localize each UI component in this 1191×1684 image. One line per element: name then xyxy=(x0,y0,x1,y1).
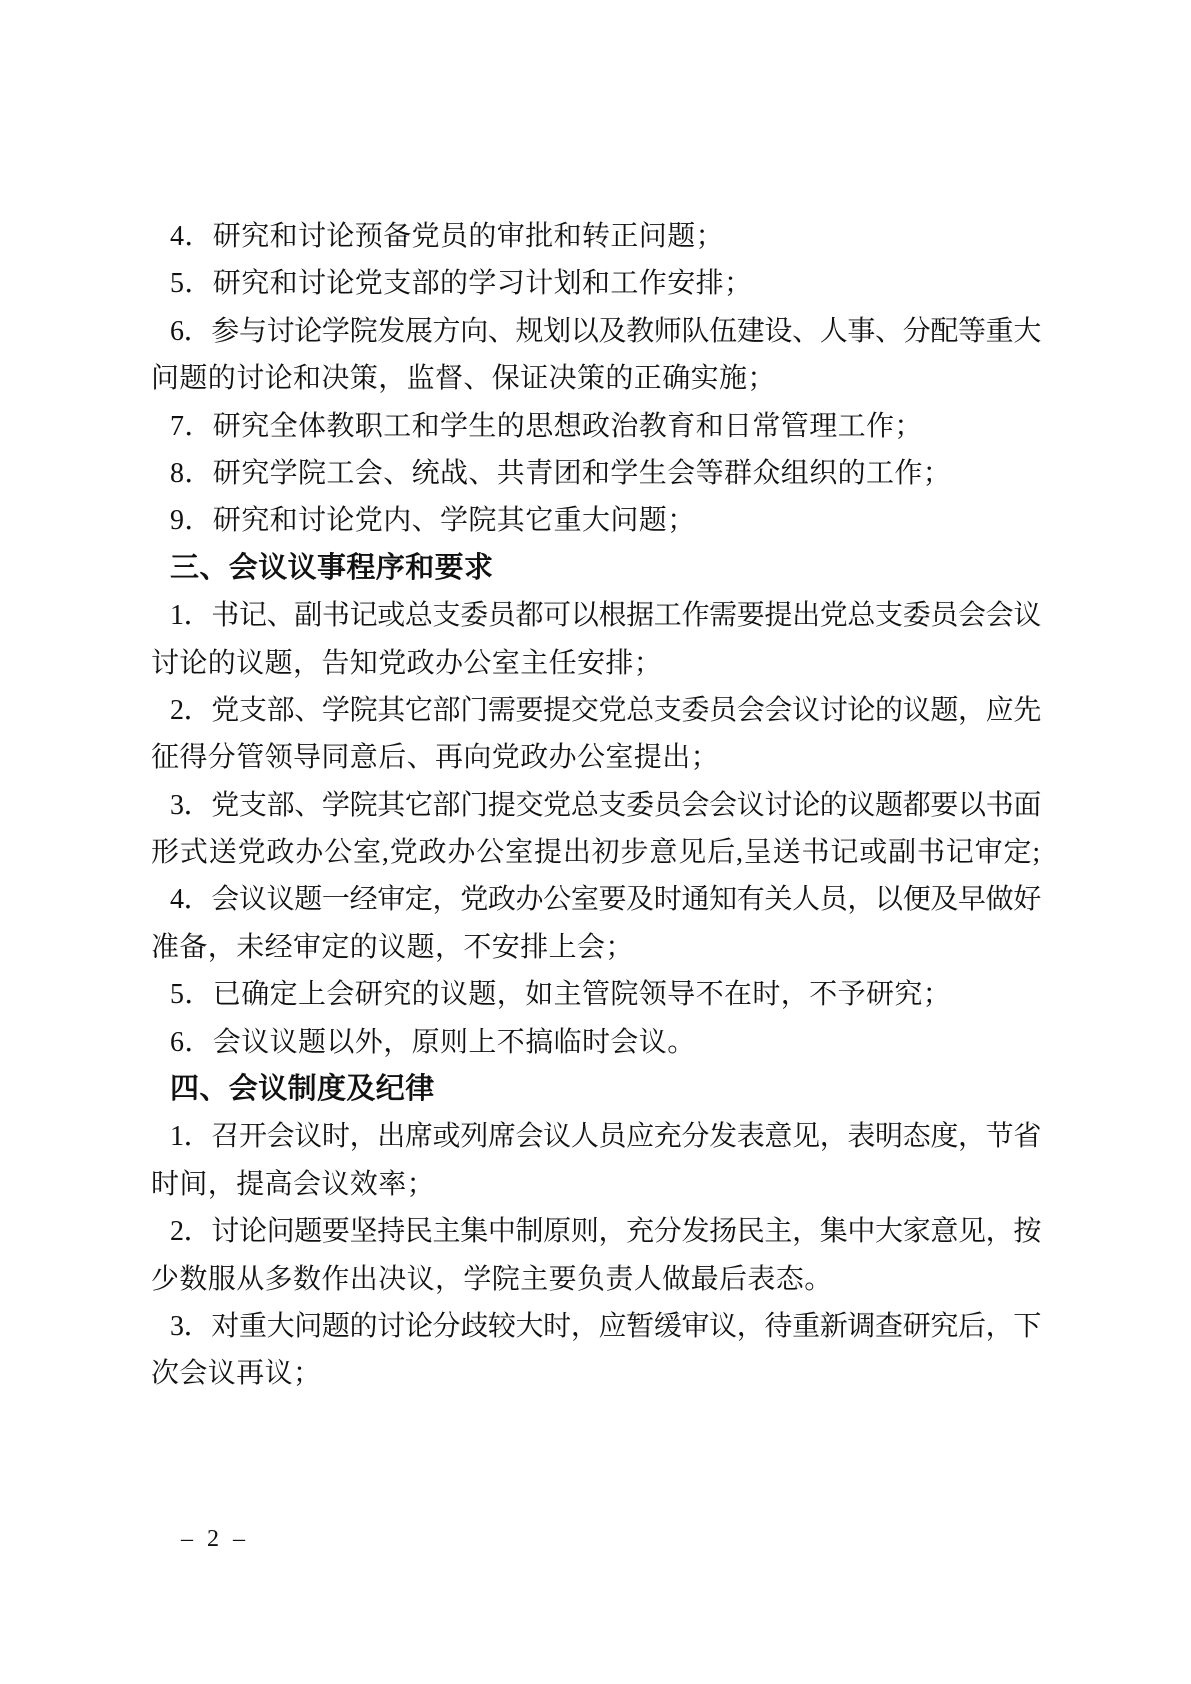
document-line xyxy=(151,1161,1041,1208)
document-line-text: 2．讨论问题要坚持民主集中制原则，充分发扬民主，集中大家意见，按 xyxy=(170,1216,1041,1248)
document-line-text: 5．已确定上会研究的议题，如主管院领导不在时，不予研究； xyxy=(170,979,952,1011)
document-line xyxy=(151,545,1041,592)
document-line-text: 问题的讨论和决策，监督、保证决策的正确实施； xyxy=(151,363,776,395)
document-line-text: 6．会议议题以外，原则上不搞临时会议。 xyxy=(170,1026,696,1058)
document-line-text: 2．党支部、学院其它部门需要提交党总支委员会会议讨论的议题，应先 xyxy=(170,694,1041,726)
document-line xyxy=(151,829,1041,876)
document-line-text: 四、会议制度及纪律 xyxy=(170,1073,435,1106)
document-line-text: 4．研究和讨论预备党员的审批和转正问题； xyxy=(170,221,725,252)
document-line xyxy=(151,971,1041,1018)
document-line-text: 时间，提高会议效率； xyxy=(151,1168,436,1200)
document-line xyxy=(151,1019,1041,1066)
document-line-text: 8．研究学院工会、统战、共青团和学生会等群众组织的工作； xyxy=(170,457,952,489)
document-line-text: 6．参与讨论学院发展方向、规划以及教师队伍建设、人事、分配等重大 xyxy=(170,315,1041,347)
document-line-text: 征得分管领导同意后、再向党政办公室提出； xyxy=(151,742,720,774)
document-line xyxy=(151,403,1041,450)
document-line-text: 形式送党政办公室,党政办公室提出初步意见后,呈送书记或副书记审定; xyxy=(151,837,1041,869)
document-line xyxy=(151,592,1041,639)
document-body xyxy=(151,213,1041,1398)
document-line xyxy=(151,876,1041,923)
document-line-text: 1．召开会议时，出席或列席会议人员应充分发表意见，表明态度，节省 xyxy=(170,1121,1041,1153)
document-line xyxy=(151,1113,1041,1160)
document-line-text: 少数服从多数作出决议，学院主要负责人做最后表态。 xyxy=(151,1263,833,1295)
document-line xyxy=(151,1208,1041,1255)
document-line xyxy=(151,213,1041,260)
document-line-text: 准备，未经审定的议题，不安排上会； xyxy=(151,931,634,963)
document-line xyxy=(151,687,1041,734)
document-line-text: 9．研究和讨论党内、学院其它重大问题； xyxy=(170,505,696,537)
document-line xyxy=(151,1066,1041,1113)
document-line xyxy=(151,782,1041,829)
document-line xyxy=(151,308,1041,355)
document-line xyxy=(151,734,1041,781)
document-line xyxy=(151,1350,1041,1397)
document-line-text: 4．会议议题一经审定，党政办公室要及时通知有关人员，以便及早做好 xyxy=(170,884,1041,916)
document-line xyxy=(151,1256,1041,1303)
page-number: – 2 – xyxy=(181,1526,245,1552)
document-line-text: 7．研究全体教职工和学生的思想政治教育和日常管理工作； xyxy=(170,410,923,442)
document-line xyxy=(151,640,1041,687)
document-line xyxy=(151,924,1041,971)
document-line-text: 三、会议议事程序和要求 xyxy=(170,551,494,584)
document-line xyxy=(151,1303,1041,1350)
document-line xyxy=(151,450,1041,497)
document-line xyxy=(151,260,1041,307)
document-line xyxy=(151,497,1041,544)
document-line-text: 3．对重大问题的讨论分歧较大时，应暂缓审议，待重新调查研究后，下 xyxy=(170,1310,1041,1342)
document-line-text: 3．党支部、学院其它部门提交党总支委员会会议讨论的议题都要以书面 xyxy=(170,789,1041,821)
document-line-text: 1．书记、副书记或总支委员都可以根据工作需要提出党总支委员会会议 xyxy=(170,600,1041,632)
document-line-text: 5．研究和讨论党支部的学习计划和工作安排； xyxy=(170,268,753,300)
document-line-text: 讨论的议题，告知党政办公室主任安排； xyxy=(151,647,663,679)
document-line xyxy=(151,355,1041,402)
document-line-text: 次会议再议； xyxy=(151,1358,322,1390)
